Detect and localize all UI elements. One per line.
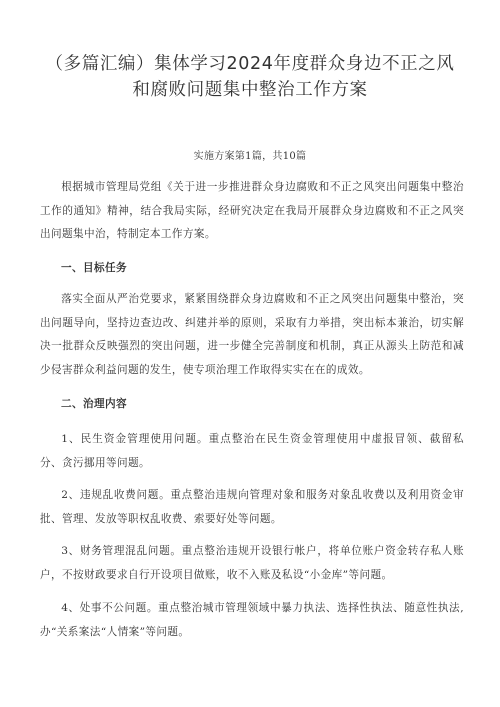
intro-paragraph: 根据城市管理局党组《关于进一步推进群众身边腐败和不正之风突出问题集中整治工作的通知》精神，结合我局实际，经研究决定在我局开展群众身边腐败和不正之风突出问题集中治，特制定本工作方案。 bbox=[40, 181, 464, 240]
item-3-paragraph: 3、财务管理混乱问题。重点整治违规开设银行帐户，将单位账户资金转存私人账户，不按财政要求自行开设项目做账，收不入账及私设“小金库”等问题。 bbox=[40, 545, 464, 581]
section-1-body: 落实全面从严治党要求，紧紧围绕群众身边腐败和不正之风突出问题集中整治，突出问题导向，坚持边查边改、纠建并举的原则，采取有力举措，突出标本兼治，切实解决一批群众反映强烈的突出问题，进一步健全完善制度和机制，真正从源头上防范和减少侵害群众利益问题的发生，使专项治理工作取得实实在在的成效。 bbox=[40, 293, 464, 376]
section-2-heading: 二、治理内容 bbox=[61, 398, 127, 410]
item-2-paragraph: 2、违规乱收费问题。重点整治违规向管理对象和服务对象乱收费以及利用资金审批、管理、发放等职权乱收费、索要好处等问题。 bbox=[40, 489, 464, 525]
item-4-paragraph: 4、处事不公问题。重点整治城市管理领域中暴力执法、选择性执法、随意性执法,办“关系案法“人情案”等问题。 bbox=[40, 602, 464, 638]
document-title-line-1: （多篇汇编）集体学习2024年度群众身边不正之风 bbox=[45, 54, 455, 74]
document-subtitle: 实施方案第1篇，共10篇 bbox=[193, 151, 307, 162]
section-1-heading: 一、目标任务 bbox=[61, 262, 127, 274]
document-title-line-2: 和腐败问题集中整治工作方案 bbox=[132, 80, 368, 100]
item-1-paragraph: 1、民生资金管理使用问题。重点整治在民生资金管理使用中虚报冒领、截留私分、贪污挪用等问题。 bbox=[40, 433, 464, 469]
